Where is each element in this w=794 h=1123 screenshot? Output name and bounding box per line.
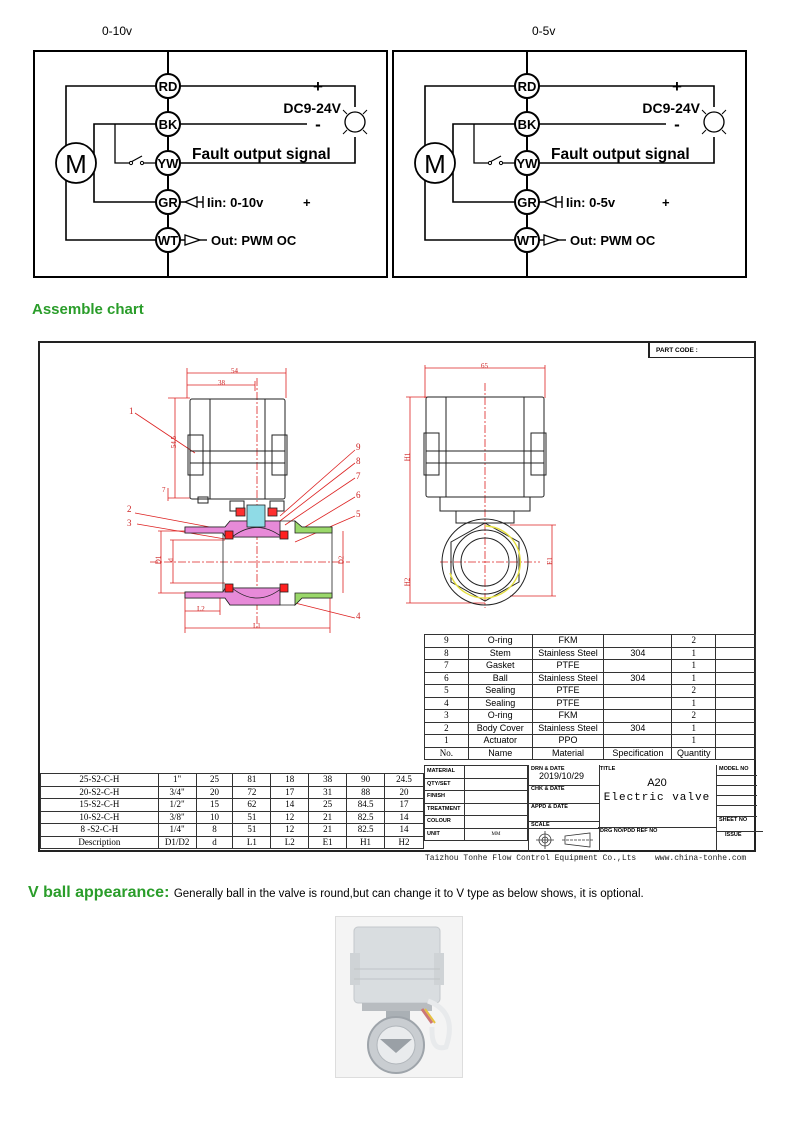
table-cell: 6 <box>425 672 469 685</box>
drn-date-label: DRN & DATE <box>531 766 565 772</box>
table-cell <box>716 635 756 648</box>
callout-6: 6 <box>356 490 361 500</box>
table-cell: 1 <box>672 697 716 710</box>
table-cell: 5 <box>425 685 469 698</box>
scale-label: SCALE <box>529 821 599 829</box>
table-cell: 10-S2-C-H <box>41 811 159 824</box>
table-cell: Ball <box>468 672 532 685</box>
switch-contact <box>131 156 142 162</box>
table-cell: 2 <box>672 685 716 698</box>
wiring-schematic <box>394 52 745 276</box>
table-cell: 2 <box>425 722 469 735</box>
table-cell <box>716 697 756 710</box>
lamp-icon <box>345 112 365 132</box>
table-cell: Actuator <box>468 735 532 748</box>
product-name: Electric valve <box>603 792 711 804</box>
table-cell: 9 <box>425 635 469 648</box>
valve-photo-illustration <box>336 917 462 1077</box>
plus-sign: + <box>672 77 682 96</box>
terminal-label: RD <box>517 79 537 94</box>
table-cell: 72 <box>233 786 271 799</box>
table-cell: 25 <box>196 774 233 787</box>
input-arrow-icon <box>185 197 197 207</box>
table-cell: Sealing <box>468 685 532 698</box>
table-cell <box>604 710 672 723</box>
front-section-view <box>40 343 420 633</box>
material-label: MATERIAL <box>425 766 465 779</box>
table-cell: H1 <box>347 836 385 849</box>
dim-h2: H2 <box>403 577 412 587</box>
table-cell <box>716 647 756 660</box>
table-cell: 7 <box>425 660 469 673</box>
v-ball-section <box>28 884 644 902</box>
table-cell: 1 <box>672 735 716 748</box>
table-cell: PTFE <box>532 697 604 710</box>
sheet-no-label: SHEET NO <box>717 816 757 823</box>
table-row <box>425 685 756 698</box>
chk-date-label: CHK & DATE <box>529 785 599 792</box>
fault-output-label: Fault output signal <box>551 146 690 163</box>
callout-1: 1 <box>129 406 134 416</box>
fault-output-label: Fault output signal <box>192 146 331 163</box>
material-info-table <box>424 765 528 841</box>
table-cell: 14 <box>271 799 309 812</box>
table-cell: 18 <box>271 774 309 787</box>
table-row <box>41 786 424 799</box>
table-row <box>425 672 756 685</box>
finish-label: FINISH <box>425 791 465 804</box>
table-row <box>425 735 756 748</box>
terminal-label: RD <box>158 79 178 94</box>
table-cell: 12 <box>271 811 309 824</box>
terminal-label: YW <box>516 156 538 171</box>
table-cell: FKM <box>532 710 604 723</box>
terminal-label: WT <box>157 233 179 248</box>
callout-2: 2 <box>127 504 132 514</box>
wiring-diagram-0-10v <box>33 50 388 278</box>
table-cell: 3/4" <box>158 786 196 799</box>
terminal-label: WT <box>516 233 538 248</box>
table-cell: 1/2" <box>158 799 196 812</box>
v-ball-description: Generally ball in the valve is round,but can change it to V type as below shows, it is optional. <box>173 888 644 900</box>
table-cell: 304 <box>604 672 672 685</box>
company-name: Taizhou Tonhe Flow Control Equipment Co.,Lts <box>425 854 637 863</box>
terminal-label: GR <box>158 195 178 210</box>
table-cell: 15 <box>196 799 233 812</box>
plus-sign: + <box>313 77 323 96</box>
table-cell <box>604 685 672 698</box>
dim-7: 7 <box>162 486 166 494</box>
table-cell: 21 <box>309 824 347 837</box>
table-cell: 62 <box>233 799 271 812</box>
table-cell <box>716 660 756 673</box>
table-row <box>41 811 424 824</box>
table-cell: 84.5 <box>347 799 385 812</box>
table-cell <box>716 672 756 685</box>
table-cell: FKM <box>532 635 604 648</box>
table-cell: 8 -S2-C-H <box>41 824 159 837</box>
table-cell: 10 <box>196 811 233 824</box>
table-cell: 88 <box>347 786 385 799</box>
table-cell: 31 <box>309 786 347 799</box>
treatment-label: TREATMENT <box>425 803 465 816</box>
table-cell: D1/D2 <box>158 836 196 849</box>
callout-9: 9 <box>356 442 361 452</box>
table-row <box>41 774 424 787</box>
table-cell: 8 <box>425 647 469 660</box>
callout-5: 5 <box>356 509 361 519</box>
supply-voltage-label: DC9-24V <box>283 100 341 116</box>
table-cell: 304 <box>604 647 672 660</box>
table-cell: 1 <box>672 647 716 660</box>
input-plus-sign: + <box>662 195 670 210</box>
table-cell: 25-S2-C-H <box>41 774 159 787</box>
table-cell <box>716 735 756 748</box>
dim-65: 65 <box>481 362 488 370</box>
table-cell: Body Cover <box>468 722 532 735</box>
table-cell: 4 <box>425 697 469 710</box>
colour-label: COLOUR <box>425 816 465 829</box>
callout-7: 7 <box>356 471 361 481</box>
table-cell: O-ring <box>468 710 532 723</box>
size-table <box>40 773 424 849</box>
table-cell: 24.5 <box>385 774 424 787</box>
dim-d1: D1 <box>154 555 163 565</box>
table-row <box>425 710 756 723</box>
v-ball-valve-photo <box>335 916 463 1078</box>
table-row <box>41 799 424 812</box>
v-ball-heading: V ball appearance: <box>28 884 170 901</box>
table-cell: 90 <box>347 774 385 787</box>
table-cell: 304 <box>604 722 672 735</box>
table-cell: 1 <box>672 672 716 685</box>
issue-label: ISSUE <box>717 831 763 838</box>
drg-no-label: DRG NO/PDD REF NO <box>598 827 716 834</box>
minus-sign: - <box>315 115 321 134</box>
terminal-label: YW <box>157 156 179 171</box>
side-view <box>390 343 590 633</box>
output-signal-label: Out: PWM OC <box>211 233 297 248</box>
table-cell: 2 <box>672 710 716 723</box>
table-cell: PPO <box>532 735 604 748</box>
terminal-label: GR <box>517 195 537 210</box>
table-cell: Gasket <box>468 660 532 673</box>
table-cell: L1 <box>233 836 271 849</box>
unit-value: MM <box>464 828 527 841</box>
minus-sign: - <box>674 115 680 134</box>
parts-table <box>424 634 756 760</box>
table-row <box>425 697 756 710</box>
terminal-label: BK <box>158 117 178 132</box>
wiring-schematic <box>35 52 386 276</box>
table-cell: 82.5 <box>347 824 385 837</box>
dim-l1: L1 <box>253 622 261 630</box>
dim-54-5: 54.5 <box>170 435 179 449</box>
table-cell: No. <box>425 747 469 760</box>
switch-contact <box>490 156 501 162</box>
callout-4: 4 <box>356 611 361 621</box>
table-row <box>41 824 424 837</box>
table-cell: 20 <box>196 786 233 799</box>
table-cell: 20-S2-C-H <box>41 786 159 799</box>
table-cell: 51 <box>233 811 271 824</box>
table-cell: O-ring <box>468 635 532 648</box>
table-cell: H2 <box>385 836 424 849</box>
input-signal-label: Iin: 0-5v <box>566 195 616 210</box>
terminal-label: BK <box>517 117 537 132</box>
table-cell <box>604 660 672 673</box>
dim-54: 54 <box>231 367 238 375</box>
table-cell: 1/4" <box>158 824 196 837</box>
lamp-icon <box>704 112 724 132</box>
output-arrow-icon <box>185 235 200 245</box>
title-block <box>424 765 756 852</box>
table-cell: 14 <box>385 824 424 837</box>
wiring-diagram-0-5v <box>392 50 747 278</box>
table-row <box>41 836 424 849</box>
dim-d: d <box>166 558 175 562</box>
table-cell <box>604 697 672 710</box>
table-cell: Specification <box>604 747 672 760</box>
table-cell: 15-S2-C-H <box>41 799 159 812</box>
table-cell: Material <box>532 747 604 760</box>
dim-e1: E1 <box>545 557 554 565</box>
table-cell: 2 <box>672 635 716 648</box>
table-row <box>425 635 756 648</box>
table-row <box>425 747 756 760</box>
dim-38: 38 <box>218 379 225 387</box>
table-cell: 1 <box>425 735 469 748</box>
table-cell: PTFE <box>532 685 604 698</box>
drawing-date: 2019/10/29 <box>539 771 585 781</box>
assembly-drawing <box>38 341 756 852</box>
table-cell <box>604 735 672 748</box>
table-cell: 3/8" <box>158 811 196 824</box>
table-cell: Stainless Steel <box>532 647 604 660</box>
switch-wire <box>474 124 489 163</box>
table-cell: Stem <box>468 647 532 660</box>
table-cell: Description <box>41 836 159 849</box>
assemble-chart-title: Assemble chart <box>32 301 144 318</box>
output-signal-label: Out: PWM OC <box>570 233 656 248</box>
callout-8: 8 <box>356 456 361 466</box>
table-cell: Stainless Steel <box>532 722 604 735</box>
table-cell <box>604 635 672 648</box>
table-cell: 51 <box>233 824 271 837</box>
table-cell: 82.5 <box>347 811 385 824</box>
table-cell: 8 <box>196 824 233 837</box>
table-row <box>425 660 756 673</box>
wiring-caption-0-5v: 0-5v <box>532 24 556 38</box>
motor-label: M <box>424 149 446 179</box>
table-cell: Name <box>468 747 532 760</box>
appd-date-label: APPD & DATE <box>529 803 599 810</box>
table-cell: 1 <box>672 660 716 673</box>
table-cell <box>716 722 756 735</box>
company-website[interactable]: www.china-tonhe.com <box>655 854 747 863</box>
table-cell <box>716 685 756 698</box>
callout-3: 3 <box>127 518 132 528</box>
part-code-field: PART CODE : <box>648 343 756 358</box>
unit-label: UNIT <box>425 828 465 841</box>
table-cell: PTFE <box>532 660 604 673</box>
table-row <box>425 722 756 735</box>
table-cell: 81 <box>233 774 271 787</box>
table-cell: Sealing <box>468 697 532 710</box>
motor-label: M <box>65 149 87 179</box>
table-cell: 14 <box>385 811 424 824</box>
table-cell <box>716 710 756 723</box>
table-cell: 38 <box>309 774 347 787</box>
qty-set-label: QTY/SET <box>425 778 465 791</box>
table-cell: 12 <box>271 824 309 837</box>
input-signal-label: Iin: 0-10v <box>207 195 264 210</box>
table-cell: 17 <box>385 799 424 812</box>
table-cell: d <box>196 836 233 849</box>
input-arrow-icon <box>544 197 556 207</box>
switch-wire <box>115 124 130 163</box>
table-cell: Stainless Steel <box>532 672 604 685</box>
output-arrow-icon <box>544 235 559 245</box>
table-cell: Quantity <box>672 747 716 760</box>
dim-d2: D2 <box>337 555 346 565</box>
dim-h1: H1 <box>403 452 412 462</box>
model-name: A20 <box>647 777 667 789</box>
model-no-label: MODEL NO <box>719 766 749 772</box>
table-cell: 1" <box>158 774 196 787</box>
table-cell: L2 <box>271 836 309 849</box>
table-cell <box>716 747 756 760</box>
title-label: TITLE <box>600 766 616 772</box>
input-plus-sign: + <box>303 195 311 210</box>
table-cell: 25 <box>309 799 347 812</box>
dim-l2: L2 <box>197 605 205 613</box>
projection-symbol-icon <box>535 831 595 849</box>
table-cell: 20 <box>385 786 424 799</box>
table-cell: 17 <box>271 786 309 799</box>
table-cell: E1 <box>309 836 347 849</box>
table-cell: 21 <box>309 811 347 824</box>
wiring-caption-0-10v: 0-10v <box>102 24 133 38</box>
table-row <box>425 647 756 660</box>
supply-voltage-label: DC9-24V <box>642 100 700 116</box>
table-cell: 3 <box>425 710 469 723</box>
table-cell: 1 <box>672 722 716 735</box>
